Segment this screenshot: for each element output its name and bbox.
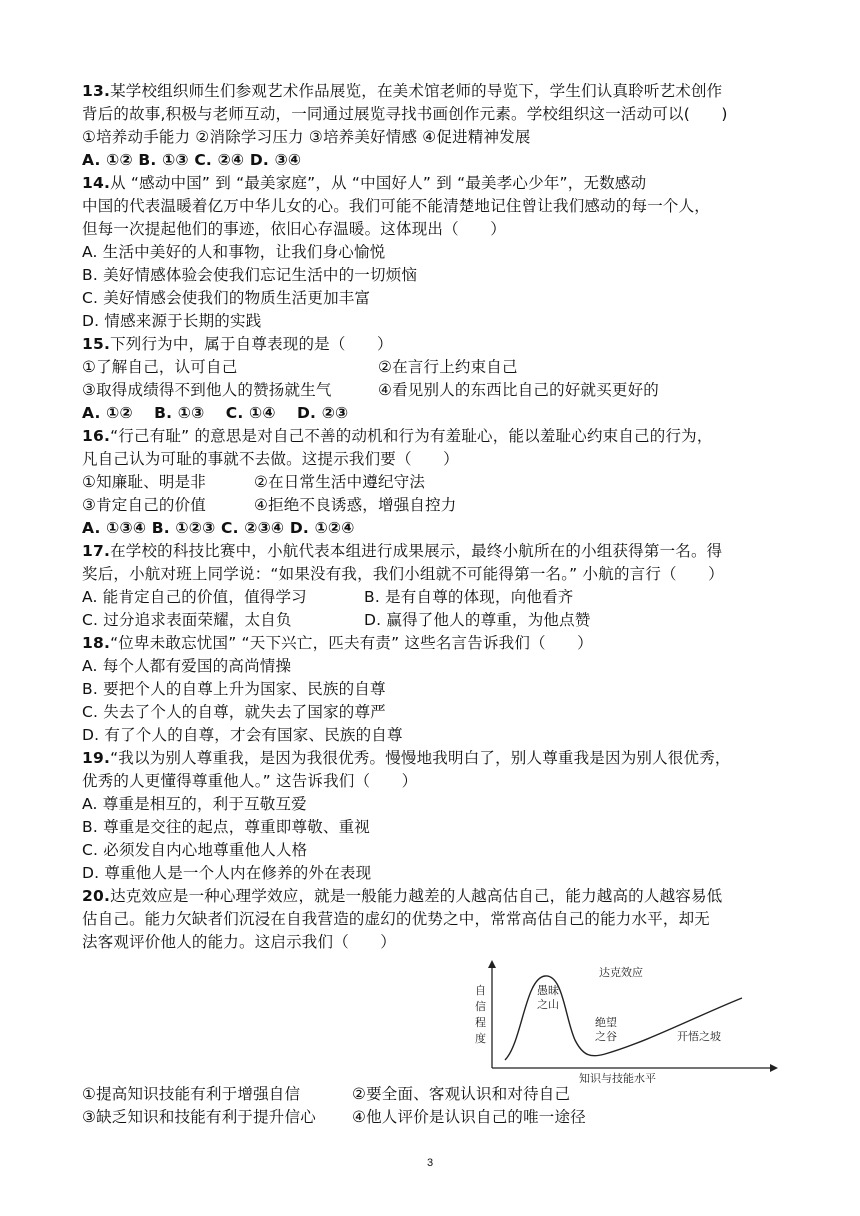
- q14-option-c: C. 美好情感会使我们的物质生活更加丰富: [82, 289, 371, 307]
- q20-item4: ④他人评价是认识自己的唯一途径: [352, 1108, 586, 1126]
- q17-option-c: C. 过分追求表面荣耀，太自负: [82, 611, 292, 629]
- q15-item3: ③取得成绩得不到他人的赞扬就生气: [82, 381, 332, 399]
- q16-item2: ②在日常生活中遵纪守法: [254, 473, 426, 491]
- q20-item3: ③缺乏知识和技能有利于提升信心: [82, 1108, 316, 1126]
- q16-item3: ③肯定自己的价值: [82, 496, 206, 514]
- q14-stem-line2: 中国的代表温暖着亿万中华儿女的心。我们可能不能清楚地记住曾让我们感动的每一个人，: [82, 197, 711, 215]
- q13-stem-line1: [82, 80, 782, 103]
- q18-stem-text: “位卑未敢忘忧国” “天下兴亡，匹夫有责” 这些名言告诉我们（ ）: [110, 634, 593, 652]
- q13-stem-line2: 背后的故事,积极与老师互动，一同通过展览寻找书画创作元素。学校组织这一活动可以( ): [82, 105, 728, 123]
- q15-item1: ①了解自己，认可自己: [82, 358, 238, 376]
- q16-item4: ④拒绝不良诱惑，增强自控力: [254, 496, 457, 514]
- q18-stem: [82, 632, 782, 655]
- q19-stem-line2: 优秀的人更懂得尊重他人。” 这告诉我们（ ）: [82, 772, 418, 790]
- x-axis-label: 知识与技能水平: [579, 1072, 656, 1083]
- q18-option-b: B. 要把个人的自尊上升为国家、民族的自尊: [82, 680, 386, 698]
- y-axis-arrow: [488, 960, 496, 968]
- q15-number: 15.: [82, 335, 111, 353]
- q13-stem-text1: 某学校组织师生们参观艺术作品展览，在美术馆老师的导览下，学生们认真聆听艺术创作: [110, 82, 723, 100]
- q16-number: 16.: [82, 427, 111, 445]
- q16-stem-line1: [82, 425, 782, 448]
- q20-stem-line1: [82, 885, 782, 908]
- chart-title: 达克效应: [599, 966, 643, 979]
- q18-option-a: A. 每个人都有爱国的高尚情操: [82, 657, 292, 675]
- q14-option-d: D. 情感来源于长期的实践: [82, 312, 262, 330]
- q17-stem-line2: 奖后，小航对班上同学说：“如果没有我，我们小组就不可能得第一名。” 小航的言行（ ）: [82, 565, 724, 583]
- page-number: 3: [426, 1157, 434, 1169]
- q13-answers: A. ①② B. ①③ C. ②④ D. ③④: [82, 151, 302, 169]
- q20-stem-line2: 估自己。能力欠缺者们沉浸在自我营造的虚幻的优势之中，常常高估自己的能力水平，却无: [82, 910, 711, 928]
- q15-item4: ④看见别人的东西比自己的好就买更好的: [378, 381, 659, 399]
- dunning-kruger-figure: [82, 958, 782, 1083]
- q16-items-row1: [82, 471, 782, 494]
- q17-option-a: A. 能肯定自己的价值，值得学习: [82, 588, 307, 606]
- q18-number: 18.: [82, 634, 111, 652]
- q18-option-c: C. 失去了个人的自尊，就失去了国家的尊严: [82, 703, 386, 721]
- q19-stem-line1: [82, 747, 782, 770]
- q17-stem-line1: [82, 540, 782, 563]
- q14-stem-line1: [82, 172, 782, 195]
- x-axis-arrow: [770, 1064, 778, 1072]
- q16-answers: A. ①③④ B. ①②③ C. ②③④ D. ①②④: [82, 519, 355, 537]
- q13-items: ①培养动手能力 ②消除学习压力 ③培养美好情感 ④促进精神发展: [82, 128, 531, 146]
- q14-stem-line3: 但每一次提起他们的事迹，依旧心存温暖。这体现出（ ）: [82, 220, 506, 238]
- q15-items-row2: [82, 379, 782, 402]
- q14-number: 14.: [82, 174, 111, 192]
- q15-items-row1: [82, 356, 782, 379]
- q20-stem-text1: 达克效应是一种心理学效应，就是一般能力越差的人越高估自己，能力越高的人越容易低: [110, 887, 723, 905]
- annotation-peak: 愚昧 之山: [537, 984, 559, 1011]
- q15-answers: A. ①② B. ①③ C. ①④ D. ②③: [82, 404, 349, 422]
- q19-option-c: C. 必须发自内心地尊重他人人格: [82, 841, 308, 859]
- q17-options-row2: [82, 609, 782, 632]
- q17-options-row1: [82, 586, 782, 609]
- question-page: [82, 80, 782, 1129]
- q19-option-a: A. 尊重是相互的，利于互敬互爱: [82, 795, 307, 813]
- q20-number: 20.: [82, 887, 111, 905]
- q16-item1: ①知廉耻、明是非: [82, 473, 206, 491]
- q20-stem-line3: 法客观评价他人的能力。这启示我们（ ）: [82, 933, 397, 951]
- q14-option-a: A. 生活中美好的人和事物，让我们身心愉悦: [82, 243, 386, 261]
- q16-items-row2: [82, 494, 782, 517]
- q15-stem-text: 下列行为中，属于自尊表现的是（ ）: [110, 335, 393, 353]
- q17-option-d: D. 赢得了他人的尊重，为他点赞: [364, 611, 591, 629]
- q14-option-b: B. 美好情感体验会使我们忘记生活中的一切烦恼: [82, 266, 418, 284]
- q20-item1: ①提高知识技能有利于增强自信: [82, 1085, 301, 1103]
- q19-number: 19.: [82, 749, 111, 767]
- q17-stem-text1: 在学校的科技比赛中，小航代表本组进行成果展示，最终小航所在的小组获得第一名。得: [110, 542, 723, 560]
- y-axis-label: 自 信 程 度: [475, 984, 486, 1045]
- q15-stem: [82, 333, 782, 356]
- q16-stem-line2: 凡自己认为可耻的事就不去做。这提示我们要（ ）: [82, 450, 459, 468]
- q17-option-b: B. 是有自尊的体现，向他看齐: [364, 588, 574, 606]
- dunning-kruger-chart: [467, 958, 782, 1083]
- q13-number: 13.: [82, 82, 111, 100]
- q19-option-b: B. 尊重是交往的起点，尊重即尊敬、重视: [82, 818, 370, 836]
- q20-items-row1: [82, 1083, 782, 1106]
- q19-option-d: D. 尊重他人是一个人内在修养的外在表现: [82, 864, 372, 882]
- q17-number: 17.: [82, 542, 111, 560]
- q14-stem-text1: 从 “感动中国” 到 “最美家庭”，从 “中国好人” 到 “最美孝心少年”，无数感动: [110, 174, 647, 192]
- q18-option-d: D. 有了个人的自尊，才会有国家、民族的自尊: [82, 726, 403, 744]
- q19-stem-text1: “我以为别人尊重我，是因为我很优秀。慢慢地我明白了，别人尊重我是因为别人很优秀，: [110, 749, 731, 767]
- q16-stem-text1: “行己有耻” 的意思是对自己不善的动机和行为有羞耻心，能以羞耻心约束自己的行为，: [110, 427, 713, 445]
- q15-item2: ②在言行上约束自己: [378, 358, 518, 376]
- q20-item2: ②要全面、客观认识和对待自己: [352, 1085, 571, 1103]
- annotation-slope: 开悟之坡: [677, 1030, 721, 1043]
- q20-items-row2: [82, 1106, 782, 1129]
- annotation-valley: 绝望 之谷: [595, 1016, 617, 1043]
